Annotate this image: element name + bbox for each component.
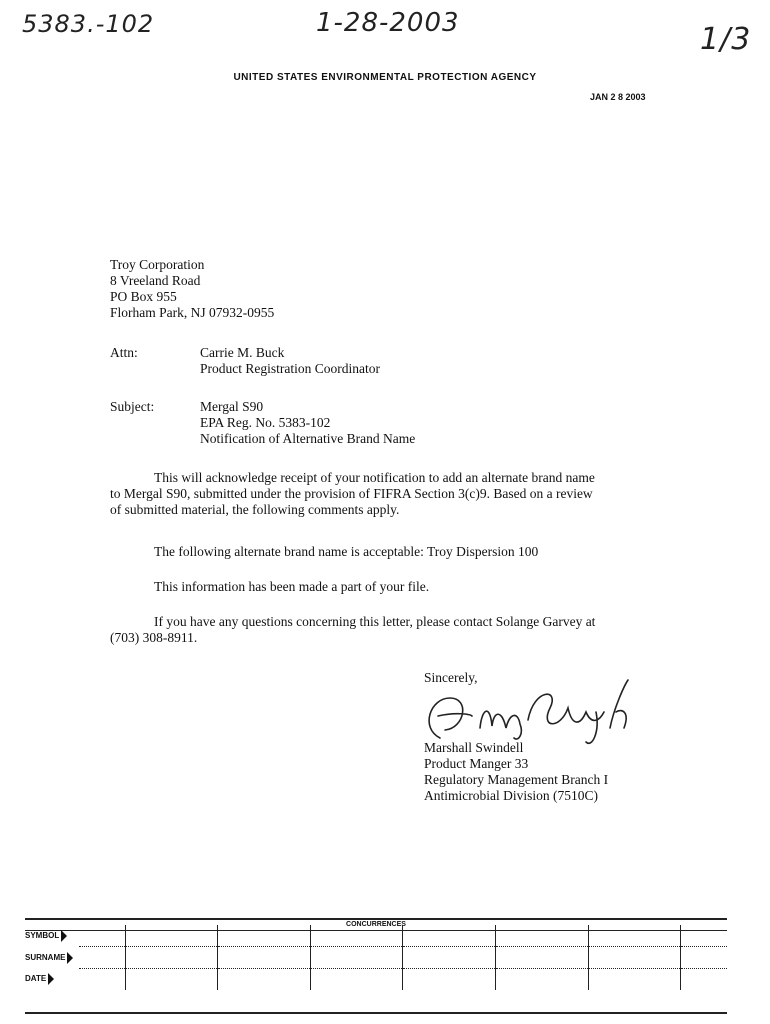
arrow-icon [48, 973, 54, 985]
table-cell [403, 925, 496, 947]
body-paragraph-4 [110, 614, 595, 646]
table-cell [496, 969, 589, 991]
table-row [25, 925, 727, 947]
body-line: If you have any questions concerning this letter, please contact Solange Garvey at [154, 614, 596, 629]
table-cell [79, 947, 125, 969]
closing: Sincerely, [424, 670, 478, 685]
subject-label: Subject: [110, 399, 155, 414]
subject-line: EPA Reg. No. 5383-102 [200, 415, 331, 430]
table-cell [218, 947, 311, 969]
table-row [25, 969, 727, 991]
table-cell [588, 925, 681, 947]
address-line: PO Box 955 [110, 289, 177, 304]
signatory-title: Product Manger 33 [424, 756, 529, 771]
address-line: Troy Corporation [110, 257, 205, 272]
body-line: This will acknowledge receipt of your notification to add an alternate brand name [154, 470, 595, 485]
body-line: to Mergal S90, submitted under the provision of FIFRA Section 3(c)9. Based on a review [110, 486, 593, 501]
table-cell [79, 969, 125, 991]
table-cell [403, 947, 496, 969]
row-label-surname: SURNAME [25, 947, 79, 969]
signatory-division: Antimicrobial Division (7510C) [424, 788, 598, 803]
handwritten-reg-number: 5383.-102 [22, 10, 155, 38]
attention-title: Product Registration Coordinator [200, 361, 380, 376]
table-cell [79, 925, 125, 947]
signature-block [424, 740, 608, 804]
table-cell [496, 925, 589, 947]
handwritten-signature [410, 668, 640, 750]
subject-line: Notification of Alternative Brand Name [200, 431, 416, 446]
table-cell [496, 947, 589, 969]
body-paragraph-1 [110, 470, 595, 518]
table-cell [588, 947, 681, 969]
table-cell [310, 947, 403, 969]
table-row [25, 947, 727, 969]
table-cell [218, 925, 311, 947]
body-line: (703) 308-8911. [110, 630, 198, 645]
attention-name: Carrie M. Buck [200, 345, 285, 360]
attention-block [110, 345, 510, 379]
table-cell [681, 969, 727, 991]
handwritten-date: 1-28-2003 [316, 8, 460, 38]
row-label-symbol: SYMBOL [25, 925, 79, 947]
arrow-icon [61, 930, 67, 942]
concurrences-table [25, 925, 727, 990]
concurrences-bottom-rule [25, 1012, 727, 1014]
signatory-branch: Regulatory Management Branch I [424, 772, 609, 787]
agency-title: UNITED STATES ENVIRONMENTAL PROTECTION AGENCY [233, 72, 537, 83]
table-cell [310, 969, 403, 991]
address-line: 8 Vreeland Road [110, 273, 201, 288]
subject-block [110, 399, 510, 449]
handwritten-page-count: 1/3 [700, 22, 752, 57]
table-cell [681, 925, 727, 947]
row-label-date: DATE [25, 969, 79, 991]
received-date-stamp: JAN 2 8 2003 [590, 92, 646, 102]
recipient-address [110, 257, 274, 321]
body-paragraph-2: The following alternate brand name is acceptable: Troy Dispersion 100 [154, 544, 539, 559]
table-cell [125, 947, 218, 969]
table-cell [125, 969, 218, 991]
table-cell [588, 969, 681, 991]
table-cell [403, 969, 496, 991]
body-paragraph-3: This information has been made a part of your file. [154, 579, 430, 594]
table-cell [125, 925, 218, 947]
arrow-icon [67, 952, 73, 964]
signatory-name: Marshall Swindell [424, 740, 524, 755]
body-line: of submitted material, the following comments apply. [110, 502, 400, 517]
subject-line: Mergal S90 [200, 399, 264, 414]
concurrences-header: CONCURRENCES [25, 918, 727, 931]
table-cell [681, 947, 727, 969]
address-line: Florham Park, NJ 07932-0955 [110, 305, 275, 320]
table-cell [218, 969, 311, 991]
attention-label: Attn: [110, 345, 138, 360]
table-cell [310, 925, 403, 947]
